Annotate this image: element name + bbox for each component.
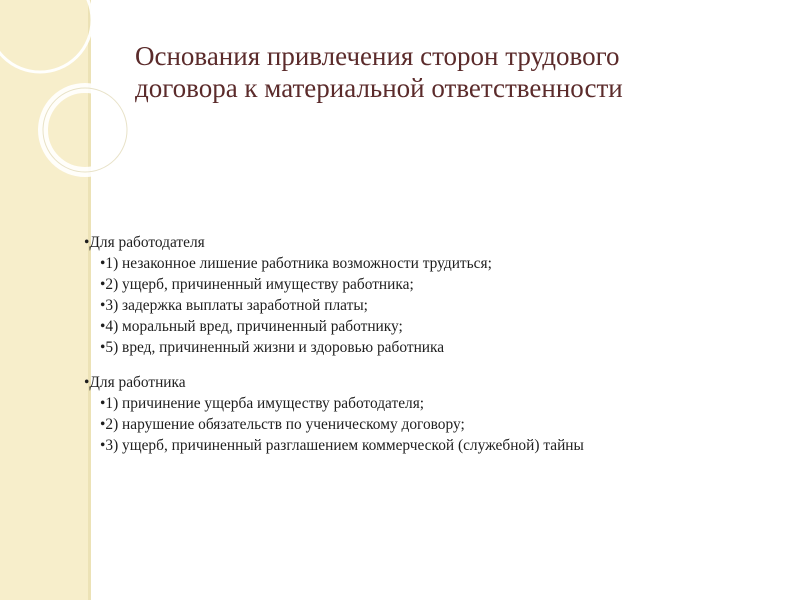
- title-line-2: договора к материальной ответственности: [135, 73, 623, 103]
- list-item-text: 4) моральный вред, причиненный работнику;: [105, 318, 403, 335]
- list-item: [84, 253, 784, 274]
- list-item: [84, 295, 784, 316]
- list-item: [84, 414, 784, 435]
- list-item-text: 3) задержка выплаты заработной платы;: [105, 297, 368, 314]
- list-item: [84, 337, 784, 358]
- list-item: [84, 393, 784, 414]
- heading-text: Для работодателя: [89, 234, 205, 251]
- heading-text: Для работника: [89, 374, 186, 391]
- list-item-text: 1) причинение ущерба имуществу работодателя;: [105, 395, 425, 412]
- list-item-text: 2) нарушение обязательств по ученическому договору;: [105, 416, 465, 433]
- decorative-rings: [0, 0, 130, 220]
- section-employer: [84, 232, 784, 358]
- section-employee: [84, 372, 784, 456]
- list-item-text: 5) вред, причиненный жизни и здоровью работника: [105, 339, 445, 356]
- list-item-text: 1) незаконное лишение работника возможности трудиться;: [105, 255, 492, 272]
- title-line-1: Основания привлечения сторон трудового: [135, 41, 620, 71]
- list-item-text: 3) ущерб, причиненный разглашением коммерческой (служебной) тайны: [105, 437, 584, 454]
- slide-body: [84, 232, 784, 468]
- list-item: [84, 435, 784, 456]
- list-item-text: 2) ущерб, причиненный имуществу работника;: [105, 276, 414, 293]
- list-item: [84, 316, 784, 337]
- list-item: [84, 274, 784, 295]
- section-heading: [84, 372, 784, 393]
- slide-title: [135, 40, 755, 104]
- section-heading: [84, 232, 784, 253]
